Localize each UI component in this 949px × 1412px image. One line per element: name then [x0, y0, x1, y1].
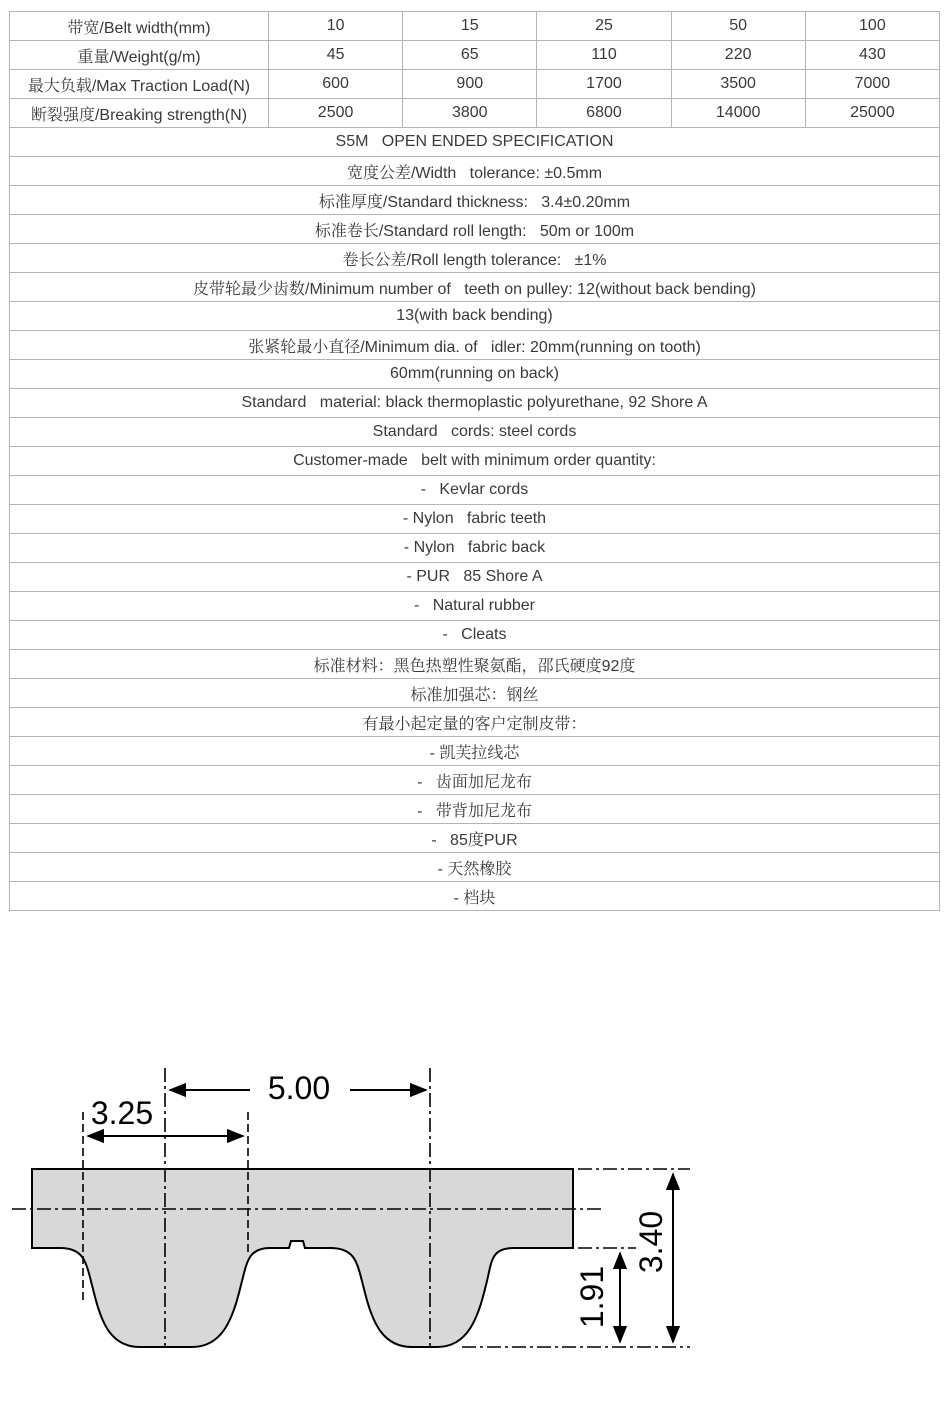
tooth-width-label: 3.25: [90, 1095, 154, 1131]
spec-text: 宽度公差/Width tolerance: ±0.5mm: [10, 157, 940, 186]
spec-text: S5M OPEN ENDED SPECIFICATION: [10, 128, 940, 157]
spec-text: - Cleats: [10, 621, 940, 650]
spec-row: [10, 389, 940, 418]
table-cell: 65: [403, 41, 537, 70]
spec-row: [10, 273, 940, 302]
total-height-label: 3.40: [633, 1210, 669, 1274]
spec-row: [10, 534, 940, 563]
table-cell: 25000: [805, 99, 939, 128]
spec-text: 60mm(running on back): [10, 360, 940, 389]
spec-text: 有最小起定量的客户定制皮带：: [10, 708, 940, 737]
table-cell: 7000: [805, 70, 939, 99]
table-cell: 3800: [403, 99, 537, 128]
spec-row: [10, 186, 940, 215]
spec-text: 标准厚度/Standard thickness: 3.4±0.20mm: [10, 186, 940, 215]
spec-row: [10, 650, 940, 679]
belt-profile-final: [32, 1169, 573, 1347]
row-label: 带宽/Belt width(mm): [10, 12, 269, 41]
spec-text: Customer-made belt with minimum order quantity:: [10, 447, 940, 476]
spec-row: [10, 215, 940, 244]
row-label: 断裂强度/Breaking strength(N): [10, 99, 269, 128]
table-cell: 50: [671, 12, 805, 41]
spec-row: [10, 824, 940, 853]
spec-row: [10, 505, 940, 534]
table-cell: 3500: [671, 70, 805, 99]
table-row: [10, 41, 940, 70]
spec-row: [10, 447, 940, 476]
belt-profile-diagram: [0, 1050, 720, 1380]
spec-row: [10, 476, 940, 505]
spec-row: [10, 128, 940, 157]
table-cell: 110: [537, 41, 671, 70]
spec-text: - 带背加尼龙布: [10, 795, 940, 824]
tooth-height-label: 1.91: [574, 1265, 610, 1329]
table-cell: 100: [805, 12, 939, 41]
table-row: [10, 70, 940, 99]
spec-text: 皮带轮最少齿数/Minimum number of teeth on pulley: 12(without back bending): [10, 273, 940, 302]
spec-text: - 85度PUR: [10, 824, 940, 853]
table-cell: 900: [403, 70, 537, 99]
spec-text: Standard material: black thermoplastic polyurethane, 92 Shore A: [10, 389, 940, 418]
spec-text: Standard cords: steel cords: [10, 418, 940, 447]
table-cell: 430: [805, 41, 939, 70]
spec-row: [10, 679, 940, 708]
row-label: 重量/Weight(g/m): [10, 41, 269, 70]
spec-text: - 凯芙拉线芯: [10, 737, 940, 766]
table-row: [10, 99, 940, 128]
table-cell: 14000: [671, 99, 805, 128]
spec-text: 标准加强芯：钢丝: [10, 679, 940, 708]
spec-row: [10, 360, 940, 389]
spec-text: - Kevlar cords: [10, 476, 940, 505]
table-cell: 220: [671, 41, 805, 70]
spec-row: [10, 737, 940, 766]
pitch-label: 5.00: [267, 1070, 331, 1106]
spec-row: [10, 418, 940, 447]
table-cell: 45: [269, 41, 403, 70]
spec-row: [10, 563, 940, 592]
spec-row: [10, 882, 940, 911]
spec-text: - 天然橡胶: [10, 853, 940, 882]
spec-text: - Natural rubber: [10, 592, 940, 621]
spec-text: - PUR 85 Shore A: [10, 563, 940, 592]
spec-row: [10, 592, 940, 621]
spec-text: 卷长公差/Roll length tolerance: ±1%: [10, 244, 940, 273]
specification-table: [9, 11, 940, 911]
table-cell: 10: [269, 12, 403, 41]
table-cell: 600: [269, 70, 403, 99]
spec-row: [10, 244, 940, 273]
table-cell: 2500: [269, 99, 403, 128]
spec-row: [10, 302, 940, 331]
table-cell: 1700: [537, 70, 671, 99]
spec-row: [10, 853, 940, 882]
spec-row: [10, 331, 940, 360]
spec-row: [10, 708, 940, 737]
spec-row: [10, 621, 940, 650]
table-row: [10, 12, 940, 41]
spec-row: [10, 795, 940, 824]
spec-text: - Nylon fabric back: [10, 534, 940, 563]
table-cell: 25: [537, 12, 671, 41]
spec-text: - 齿面加尼龙布: [10, 766, 940, 795]
spec-row: [10, 157, 940, 186]
table-cell: 6800: [537, 99, 671, 128]
row-label: 最大负载/Max Traction Load(N): [10, 70, 269, 99]
spec-text: - Nylon fabric teeth: [10, 505, 940, 534]
spec-text: 13(with back bending): [10, 302, 940, 331]
table-cell: 15: [403, 12, 537, 41]
spec-row: [10, 766, 940, 795]
spec-text: 标准卷长/Standard roll length: 50m or 100m: [10, 215, 940, 244]
spec-text: 标准材料：黑色热塑性聚氨酯，邵氏硬度92度: [10, 650, 940, 679]
spec-text: - 档块: [10, 882, 940, 911]
spec-text: 张紧轮最小直径/Minimum dia. of idler: 20mm(running on tooth): [10, 331, 940, 360]
